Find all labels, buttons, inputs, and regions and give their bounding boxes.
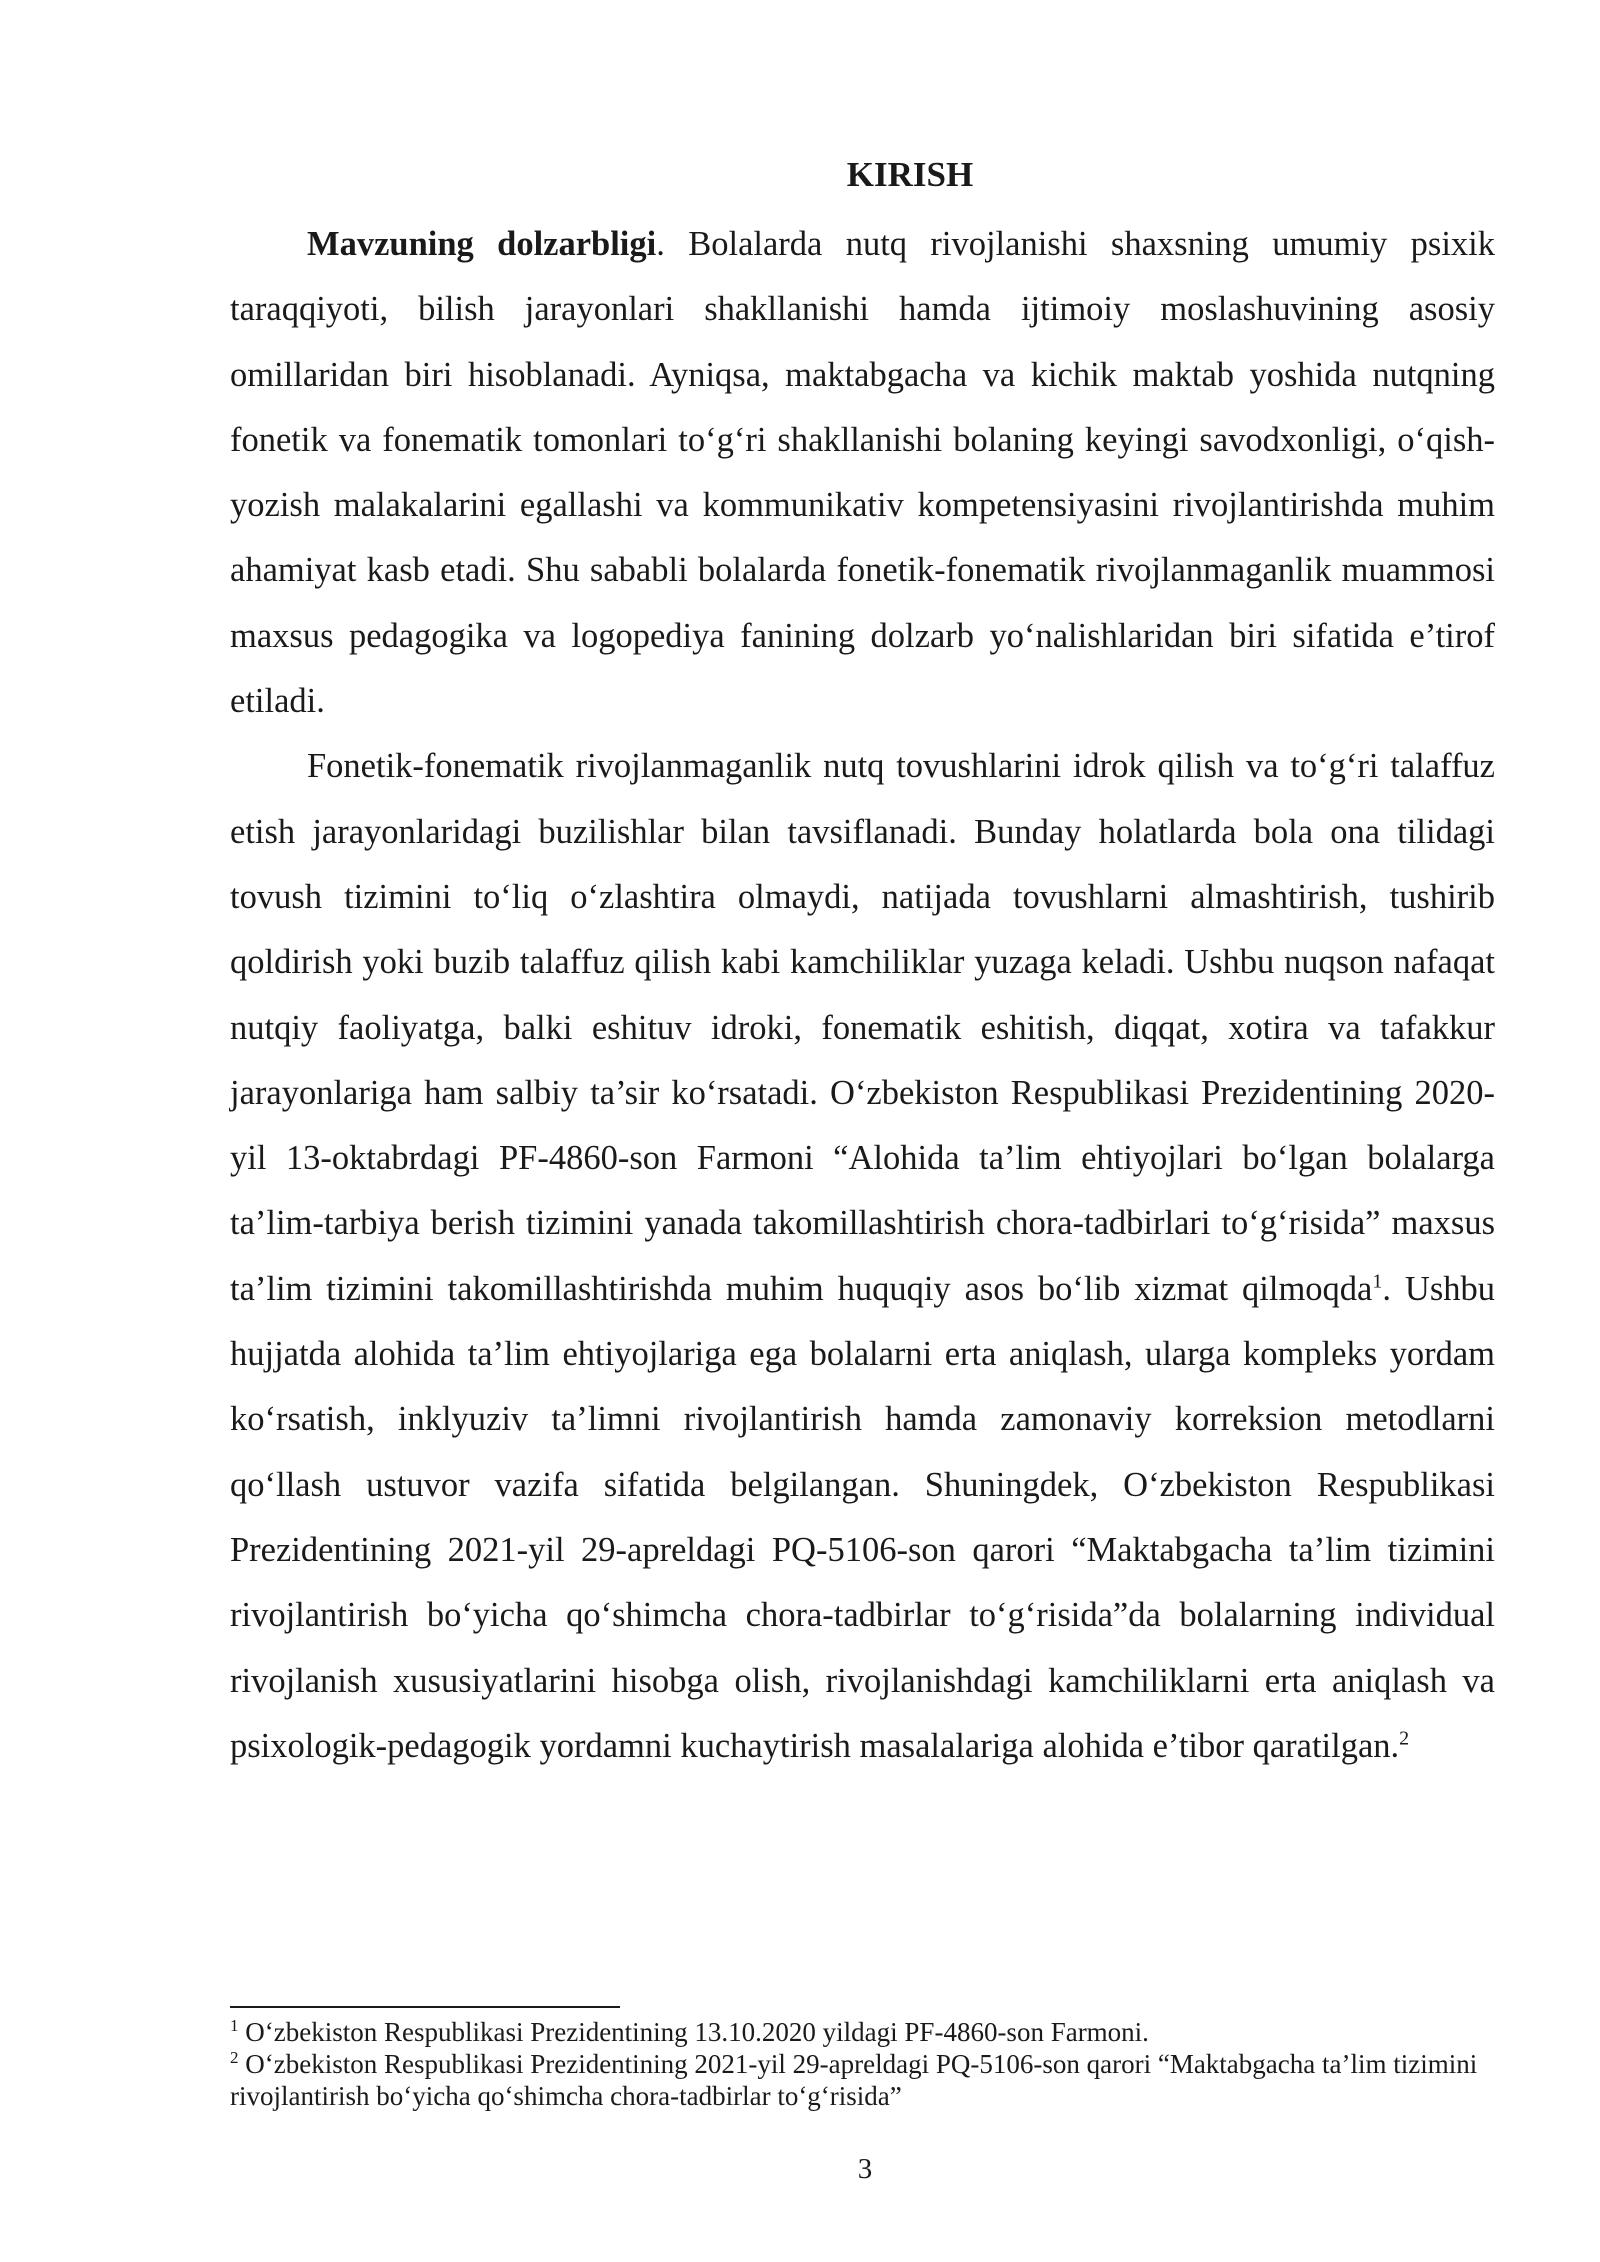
paragraph-lead: Mavzuning dolzarbligi <box>307 225 657 263</box>
footnote-reference[interactable]: 1 <box>1372 1270 1383 1293</box>
section-heading: KIRISH <box>846 155 974 194</box>
paragraph-phonetic <box>230 734 1495 1779</box>
paragraph-text: Fonetik-fonematik rivojlanmaganlik nutq tovushlarini idrok qilish va to‘g‘ri talaffuz etish jarayonlaridagi buzilishlar bilan tavsiflanadi. Bunday holatlarda bola ona tilidagi tovush tizimini to‘liq o‘zlashtira olmaydi, natijada tovushlarni almashtirish, tushirib qoldirish yoki buzib talaffuz qilish kabi kamchiliklar yuzaga keladi. Ushbu nuqson nafaqat nutqiy faoliyatga, balki eshituv idroki, fonematik eshitish, diqqat, xotira va tafakkur jarayonlariga ham salbiy ta’sir ko‘rsatadi. O‘zbekiston Respublikasi Prezidentining 2020-yil 13-oktabrdagi PF-4860-son Farmoni “Alohida ta’lim ehtiyojlari bo‘lgan bolalarga ta’lim-tarbiya berish tizimini yanada takomillashtirish chora-tadbirlari to‘g‘risida” maxsus ta’lim tizimini takomillashtirishda muhim huquqiy asos bo‘lib xizmat qilmoqda <box>230 747 1495 1308</box>
footnote <box>230 2016 1495 2048</box>
paragraph-text: . Bolalarda nutq rivojlanishi shaxsning umumiy psixik taraqqiyoti, bilish jarayonlari shakllanishi hamda ijtimoiy moslashuvining asosiy omillaridan biri hisoblanadi. Ayniqsa, maktabgacha va kichik maktab yoshida nutqning fonetik va fonematik tomonlari to‘g‘ri shakllanishi bolaning keyingi savodxonligi, o‘qish-yozish malakalarini egallashi va kommunikativ kompetensiyasini rivojlantirishda muhim ahamiyat kasb etadi. Shu sababli bolalarda fonetik-fonematik rivojlanmaganlik muammosi maxsus pedagogika va logopediya fanining dolzarb yo‘nalishlaridan biri sifatida e’tirof etiladi. <box>230 225 1495 721</box>
footnote <box>230 2048 1495 2112</box>
page-number: 3 <box>857 2153 873 2185</box>
paragraph-relevance <box>230 212 1495 734</box>
footnote-mark: 2 <box>230 2048 239 2067</box>
footnotes <box>230 2016 1495 2112</box>
footnote-reference[interactable]: 2 <box>1399 1727 1410 1750</box>
footnote-text: O‘zbekiston Respublikasi Prezidentining 2021-yil 29-apreldagi PQ-5106-son qarori “Maktabgacha ta’lim tizimini rivojlantirish bo‘yicha qo‘shimcha chora-tadbirlar to‘g‘risida” <box>230 2049 1478 2111</box>
footnote-text: O‘zbekiston Respublikasi Prezidentining 13.10.2020 yildagi PF-4860-son Farmoni. <box>238 2017 1149 2047</box>
body-text <box>230 212 1495 1779</box>
paragraph-text: . Ushbu hujjatda alohida ta’lim ehtiyojlariga ega bolalarni erta aniqlash, ularga kompleks yordam ko‘rsatish, inklyuziv ta’limni rivojlantirish hamda zamonaviy korreksion metodlarni qo‘llash ustuvor vazifa sifatida belgilangan. Shuningdek, O‘zbekiston Respublikasi Prezidentining 2021-yil 29-apreldagi PQ-5106-son qarori “Maktabgacha ta’lim tizimini rivojlantirish bo‘yicha qo‘shimcha chora-tadbirlar to‘g‘risida”da bolalarning individual rivojlanish xususiyatlarini hisobga olish, rivojlanishdagi kamchiliklarni erta aniqlash va psixologik-pedagogik yordamni kuchaytirish masalalariga alohida e’tibor qaratilgan. <box>230 1269 1496 1765</box>
footnote-divider <box>230 2006 620 2008</box>
footnote-mark: 1 <box>230 2016 239 2035</box>
